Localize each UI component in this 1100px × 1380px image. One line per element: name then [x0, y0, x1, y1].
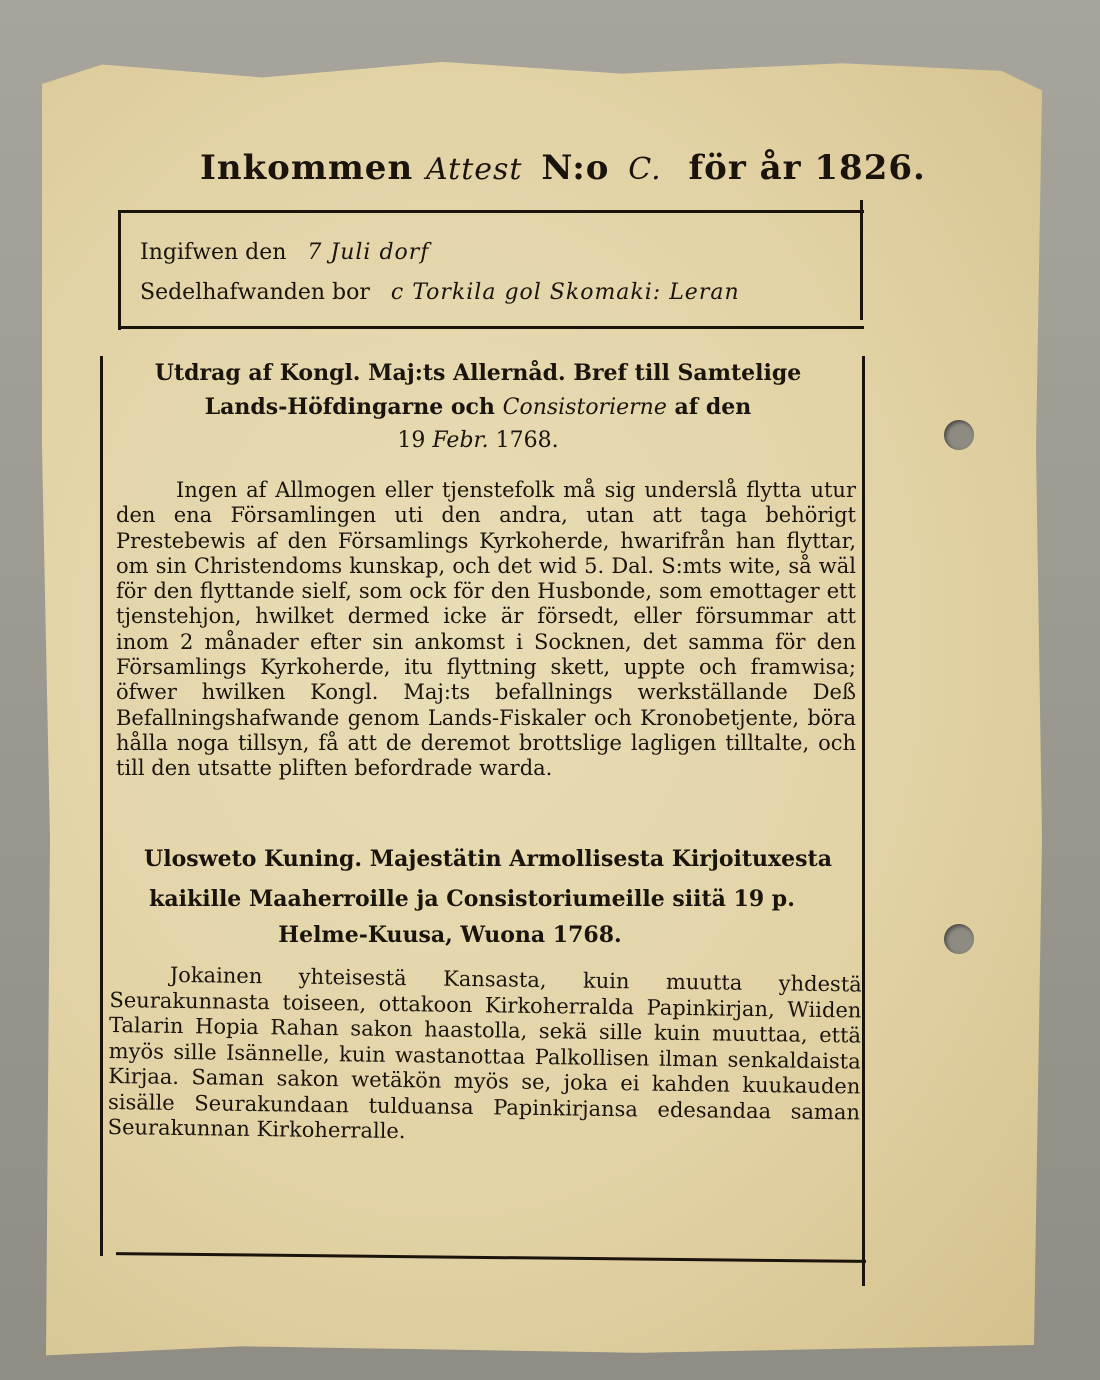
finnish-body [108, 962, 862, 1151]
year-label: för år [688, 148, 802, 188]
swedish-heading-line3-a: 19 [397, 428, 426, 453]
resides-value: c Torkila gol Skomaki: Leran [390, 280, 740, 305]
number-label: N:o [541, 148, 610, 188]
swedish-body [116, 478, 856, 782]
swedish-heading-line2-b: af den [674, 394, 752, 420]
finnish-heading-line1: Ulosweto Kuning. Majestätin Armollisesta Kirjoituxesta [144, 846, 832, 872]
swedish-heading-line2-italic: Consistorierne [502, 395, 667, 420]
year-value: 1826. [814, 148, 926, 188]
swedish-heading-line1: Utdrag af Kongl. Maj:ts Allernåd. Bref till Samtelige [154, 360, 802, 386]
title-label: Inkommen [200, 148, 414, 188]
swedish-heading-line3-italic: Febr. [432, 428, 489, 453]
main-frame-left [100, 356, 103, 1256]
residence-field [140, 280, 740, 305]
swedish-heading-line3-b: 1768. [495, 428, 559, 453]
received-date-field [140, 240, 429, 265]
top-box-rule-right [860, 200, 863, 320]
punch-hole-lower [944, 924, 974, 954]
finnish-body-text: Jokainen yhteisestä Kansasta, kuin muutta yhdestä Seurakunnasta toiseen, ottakoon Kirkoherralda Papinkirjan, Wiiden Talarin Hopia Rahan sakon haastolla, sekä sille kuin muuttaa, että myös sille Isännelle, kuin wastanottaa Palkollisen ilman senkaldaista Kirjaa. Saman sakon wetäkön myös se, joka ei kahden kuukauden sisälle Seurakundaan tulduansa Papinkirjansa edesandaa saman Seurakunnan Kirkoherralle. [107, 962, 862, 1144]
handwritten-number: C. [628, 152, 662, 187]
received-value: 7 Juli dorf [307, 240, 430, 265]
top-box-rule-top [118, 210, 864, 213]
swedish-heading-line2-a: Lands-Höfdingarne och [204, 394, 495, 420]
document-title [200, 148, 926, 188]
swedish-heading-line3 [68, 428, 888, 453]
finnish-heading-line3: Helme-Kuusa, Wuona 1768. [278, 922, 622, 948]
top-box-rule-left [118, 212, 121, 330]
resides-label: Sedelhafwanden bor [140, 280, 370, 305]
swedish-heading-line2 [68, 394, 888, 420]
swedish-body-text: Ingen af Allmogen eller tjenstefolk må sig underslå flytta utur den ena Församlingen uti den andra, utan att taga behörigt Prestebewis af den Församlings Kyrkoherde, hwarifrån han flyttar, om sin Christendoms kunskap, och det wid 5. Dal. S:mts wite, så wäl för den flyttande sielf, som ock för den Husbonde, som emottager ett tjenstehjon, hwilket dermed icke är försedt, eller försummar att inom 2 månader efter sin ankomst i Socknen, det samma för den Församlings Kyrkoherde, itu flyttning skett, uppte och framwisa; öfwer hwilken Kongl. Maj:ts befallnings werkställande Deß Befallningshafwande genom Lands-Fiskaler och Kronobetjente, böra hålla noga tillsyn, få att de deremot brottslige lagligen tilltalte, och till den utsatte pliften befordrade warda. [116, 478, 856, 781]
handwritten-type: Attest [426, 152, 523, 187]
main-frame-right [862, 356, 865, 1286]
punch-hole-upper [944, 420, 974, 450]
top-box-rule-bottom [118, 326, 864, 329]
finnish-heading-line2: kaikille Maaherroille ja Consistoriumeille siitä 19 p. [149, 886, 795, 912]
received-label: Ingifwen den [140, 240, 287, 265]
